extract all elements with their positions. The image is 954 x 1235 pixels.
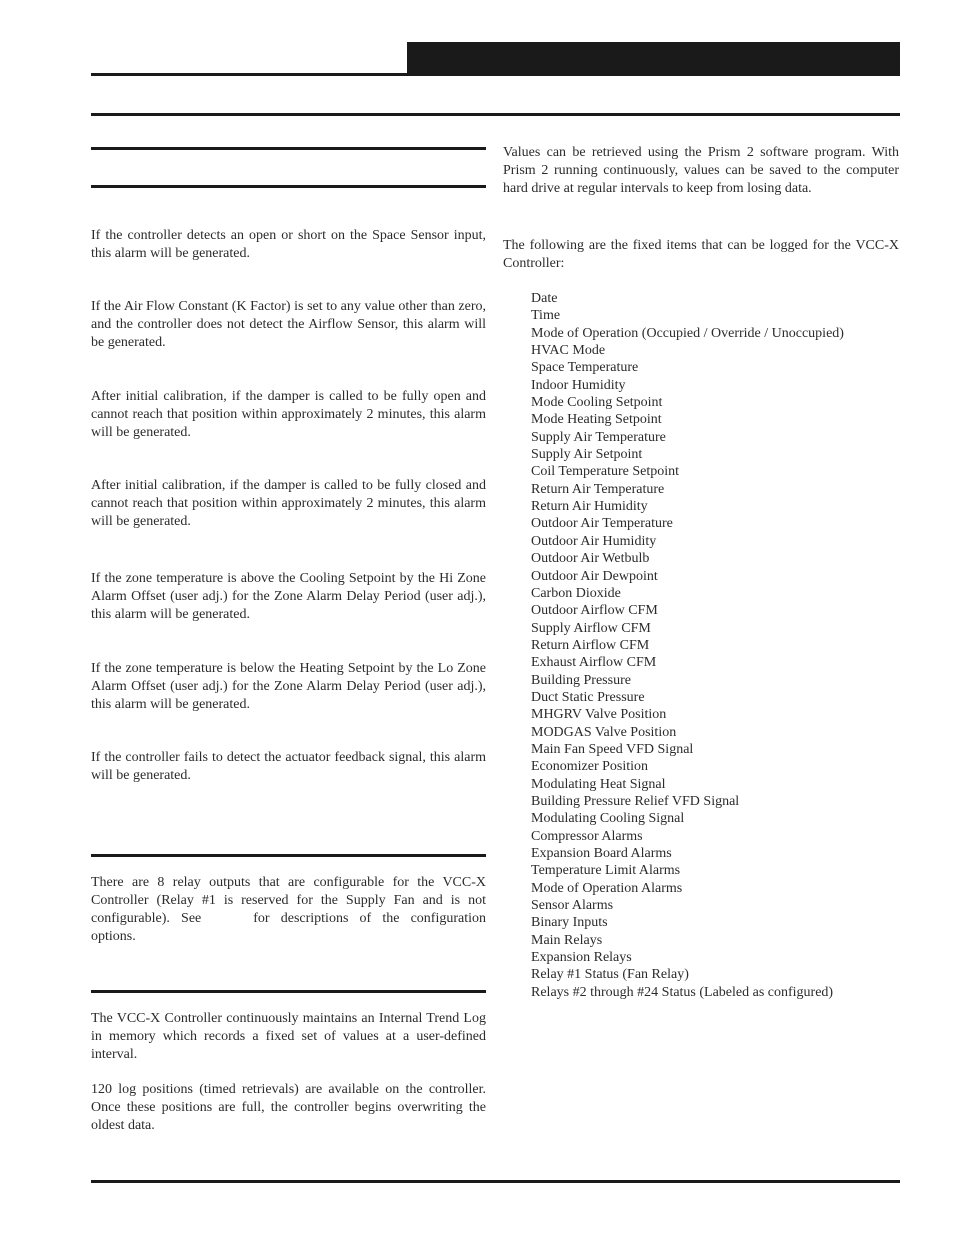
logged-item: Indoor Humidity [531,377,626,393]
logged-item: Mode of Operation Alarms [531,880,683,896]
logged-item: Exhaust Airflow CFM [531,655,657,671]
footer-rule [91,1180,900,1183]
fixed-items-intro: The following are the fixed items that can be logged for the VCC-X Controller: [503,238,899,271]
logged-item: Expansion Relays [531,950,632,966]
alarm-description: After initial calibration, if the damper is called to be fully open and cannot reach that position within approximately 2 minutes, this alarm will be generated. [91,389,486,440]
logged-item: Mode Cooling Setpoint [531,395,663,411]
section-rule [91,147,486,150]
logged-item: Carbon Dioxide [531,585,621,601]
logged-item: Economizer Position [531,759,649,775]
relay-text-before: There are 8 relay outputs that are configurable for the VCC-X Controller (Relay #1 is reserved for the Supply Fan and is not configurable). See [91,875,486,926]
logged-item: Supply Air Setpoint [531,447,643,463]
logged-items-list [531,290,900,1001]
section-rule [91,990,486,993]
alarm-description: After initial calibration, if the damper is called to be fully closed and cannot reach that position within approximately 2 minutes, this alarm will be generated. [91,478,486,529]
logged-item: Building Pressure [531,672,631,688]
relay-text-after: for descriptions of the configuration options. [91,911,486,944]
logged-item: Space Temperature [531,360,639,376]
retrieval-description: Values can be retrieved using the Prism 2 software program. With Prism 2 running continuously, values can be saved to the computer hard drive at regular intervals to keep from losing data. [503,145,899,196]
logged-item: Outdoor Airflow CFM [531,603,658,619]
logged-item: Relay #1 Status (Fan Relay) [531,967,689,983]
alarm-description: If the zone temperature is above the Cooling Setpoint by the Hi Zone Alarm Offset (user adj.) for the Zone Alarm Delay Period (user adj.), this alarm will be generated. [91,571,486,622]
logged-item: Supply Airflow CFM [531,620,651,636]
logged-item: Return Airflow CFM [531,637,650,653]
section-rule [91,854,486,857]
alarm-description: If the controller detects an open or short on the Space Sensor input, this alarm will be generated. [91,228,486,261]
logged-item: Mode of Operation (Occupied / Override / Unoccupied) [531,325,844,341]
alarm-description: If the Air Flow Constant (K Factor) is set to any value other than zero, and the controller does not detect the Airflow Sensor, this alarm will be generated. [91,299,486,350]
logged-item: Modulating Heat Signal [531,776,666,792]
logged-item: Date [531,291,558,306]
logged-item: Expansion Board Alarms [531,846,672,861]
logged-item: Return Air Humidity [531,499,648,515]
logged-item: HVAC Mode [531,343,606,359]
logged-item: Outdoor Air Wetbulb [531,551,650,567]
alarm-description: If the zone temperature is below the Heating Setpoint by the Lo Zone Alarm Offset (user adj.) for the Zone Alarm Delay Period (user adj.), this alarm will be generated. [91,661,486,712]
logged-item: Modulating Cooling Signal [531,811,685,827]
logged-item: Time [531,308,561,324]
alarm-description: If the controller fails to detect the actuator feedback signal, this alarm will be generated. [91,750,486,783]
logged-item: Return Air Temperature [531,481,665,497]
logged-item: Main Fan Speed VFD Signal [531,741,694,757]
trend-log-positions: 120 log positions (timed retrievals) are available on the controller. Once these positions are full, the controller begins overwriting the oldest data. [91,1082,486,1133]
relay-description [91,874,486,946]
logged-item: Outdoor Air Temperature [531,516,673,532]
logged-item: MODGAS Valve Position [531,724,677,740]
logged-item: Outdoor Air Humidity [531,533,657,549]
top-divider [91,113,900,116]
section-rule [91,185,486,188]
logged-item: Supply Air Temperature [531,429,666,445]
trend-log-description: The VCC-X Controller continuously maintains an Internal Trend Log in memory which records a fixed set of values at a user-defined interval. [91,1011,486,1062]
logged-item: Outdoor Air Dewpoint [531,568,658,584]
logged-item: Sensor Alarms [531,898,614,914]
logged-item: Mode Heating Setpoint [531,412,662,428]
header-bar [407,42,900,76]
logged-item: Duct Static Pressure [531,689,645,705]
logged-item: Binary Inputs [531,915,608,931]
logged-item: Main Relays [531,932,603,948]
logged-item: Temperature Limit Alarms [531,863,681,879]
logged-item: Building Pressure Relief VFD Signal [531,793,740,809]
header-rule-left [91,73,407,76]
logged-item: Compressor Alarms [531,828,643,844]
logged-item: Relays #2 through #24 Status (Labeled as configured) [531,984,834,1000]
logged-item: MHGRV Valve Position [531,707,667,723]
logged-item: Coil Temperature Setpoint [531,464,680,480]
